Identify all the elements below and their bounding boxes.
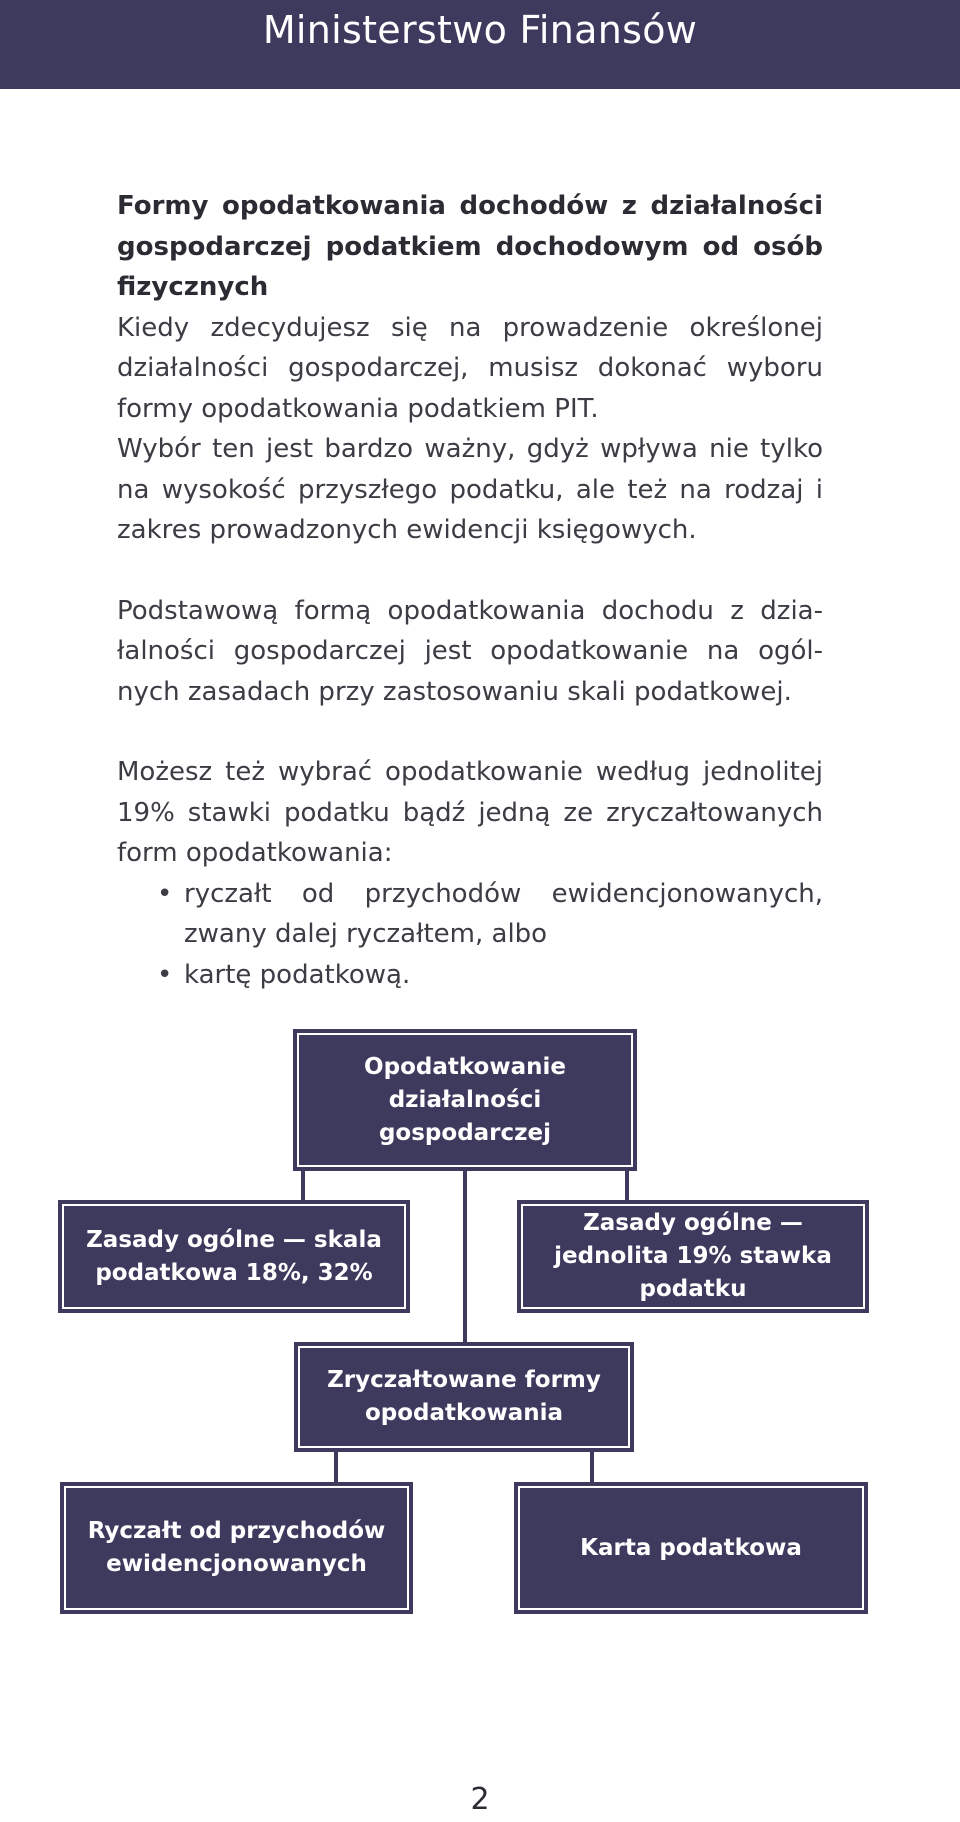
- bullet-item: • kartę podatkową.: [157, 955, 823, 996]
- paragraph-3: Podstawową formą opodatkowania dochodu z działalności gospodarczej jest opodatkowanie na ogólnych zasadach przy zastosowaniu skali podatkowej.: [117, 595, 823, 707]
- tax-card-node: [514, 1482, 868, 1614]
- paragraph-1: Kiedy zdecydujesz się na prowadzenie określonej działalności gospodarczej, musisz dokonać wyboru formy opodatkowania podatkiem PIT.: [117, 312, 823, 424]
- connector-line: [590, 1450, 594, 1482]
- connector-line: [625, 1170, 629, 1200]
- root-node-label: Opodatkowanie działalności gospodarczej: [364, 1053, 566, 1146]
- paragraph-4: Możesz też wybrać opodatkowanie według jednolitej 19% stawki podatku bądź jedną ze zryczałtowanych form opodatkowania:: [117, 757, 823, 868]
- article-heading: Formy opodatkowania dochodów z działalności gospodarczej podatkiem dochodowym od osób fizycznych: [117, 191, 823, 302]
- header-title: Ministerstwo Finansów: [262, 7, 698, 52]
- general-scale-label: Zasady ogólne — skala podatkowa 18%, 32%: [86, 1226, 382, 1286]
- connector-line: [334, 1450, 338, 1482]
- flat-rate-node: [517, 1200, 869, 1313]
- lump-sum-forms-label: Zryczałtowane formy opodatkowania: [327, 1367, 601, 1426]
- article-body: [117, 186, 823, 995]
- connector-line: [301, 1170, 305, 1200]
- bullet-item: • ryczałt od przychodów ewidencjonowanych, zwany dalej ryczałtem, albo: [157, 874, 823, 955]
- paragraph-2: Wybór ten jest bardzo ważny, gdyż wpływa nie tylko na wysokość przyszłego podatku, ale też na rodzaj i zakres prowadzonych ewidencji księgowych.: [117, 434, 823, 545]
- connector-line: [463, 1170, 467, 1345]
- registered-revenue-label: Ryczałt od przychodów ewidencjonowanych: [87, 1518, 386, 1577]
- tax-card-label: Karta podatkowa: [580, 1534, 802, 1561]
- page-number: 2: [470, 1782, 490, 1817]
- lump-sum-forms-node: [294, 1342, 634, 1452]
- root-node: [293, 1029, 637, 1171]
- bullet-list: [117, 874, 823, 996]
- page-header: [0, 0, 960, 89]
- general-scale-node: [58, 1200, 410, 1313]
- flat-rate-label: Zasady ogólne — jednolita 19% stawka podatku: [554, 1210, 832, 1302]
- registered-revenue-node: [60, 1482, 413, 1614]
